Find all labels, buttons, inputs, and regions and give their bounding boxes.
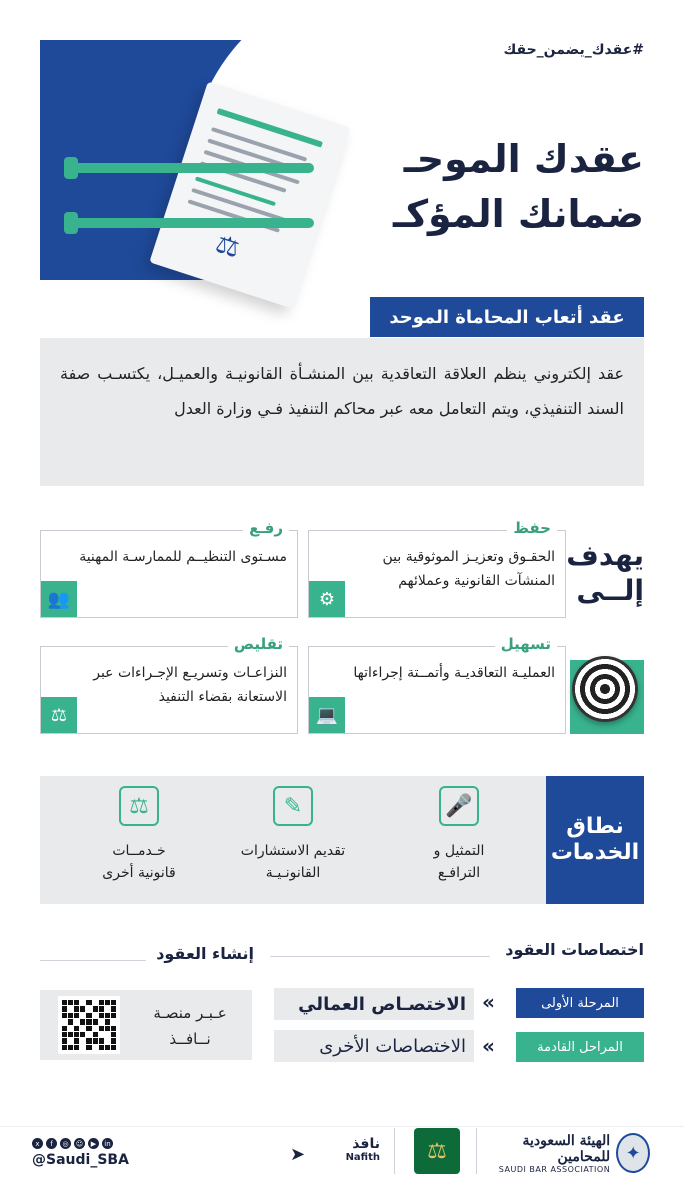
goal-text: الحقـوق وتعزيـز الموثوقية بين المنشآت القانونية وعملائهم — [382, 549, 555, 589]
service-item: ⚖ خـدمــات قانونية أخرى — [64, 786, 214, 884]
headline-line-1: عقدك الموحـ — [403, 137, 644, 181]
specializations-heading: اختصاصات العقود — [505, 940, 644, 959]
goal-card — [308, 635, 566, 734]
ministry-of-justice-logo: ⚖ — [414, 1128, 460, 1174]
service-item: 🎤 التمثيل و الترافـع — [384, 786, 534, 884]
saudi-bar-association-logo: ✦ الهيئة السعودية للمحامين SAUDI BAR ASSOCIATION — [490, 1130, 650, 1176]
service-item: ✎ تقديم الاستشارات القانونـيـة — [218, 786, 368, 884]
contract-description: عقد إلكتروني ينظم العلاقة التعاقدية بين المنشـأة القانونيـة والعميـل، يكتسـب صفة السند التنفيذي، ويتم التعامل معه عبر محاكم التنفيذ فـي وزارة العدل — [40, 338, 644, 486]
nafith-platform-text: عـبـر منصـة نــافــذ — [153, 1004, 227, 1048]
double-chevron-icon: « — [482, 990, 495, 1014]
target-dartboard-icon — [572, 656, 638, 722]
contract-title: عقد أتعاب المحاماة الموحد — [370, 297, 644, 337]
scales-icon: ⚖ — [41, 697, 77, 733]
team-icon: 👥 — [41, 581, 77, 617]
social-handle[interactable]: @Saudi_SBA — [32, 1152, 129, 1168]
headline-underline-bar — [64, 218, 314, 228]
headline-bar-tip — [64, 157, 78, 179]
phase-label: المراحل القادمة — [516, 1032, 644, 1062]
document-pen-icon: ✎ — [273, 786, 313, 826]
nafith-mark-icon: ➤ — [290, 1144, 306, 1165]
specialization-value: الاختصاصات الأخرى — [274, 1030, 474, 1062]
handshake-gear-icon: ⚙ — [309, 581, 345, 617]
divider — [40, 960, 146, 961]
scales-icon: ⚖ — [211, 228, 244, 265]
linkedin-icon[interactable]: in — [102, 1138, 113, 1149]
instagram-icon[interactable]: ◎ — [60, 1138, 71, 1149]
laptop-user-icon: 💻 — [309, 697, 345, 733]
phase-label: المرحلة الأولى — [516, 988, 644, 1018]
specialization-value: الاختصـاص العمالي — [274, 988, 474, 1020]
goal-card — [40, 519, 298, 618]
hashtag: #عقدك_يضمن_حقك — [503, 42, 644, 58]
divider — [270, 956, 490, 957]
divider — [0, 1126, 684, 1127]
headline-line-2: ضمانك المؤكـ — [392, 192, 644, 236]
headline-underline-bar — [64, 163, 314, 173]
divider — [476, 1128, 477, 1174]
double-chevron-icon: « — [482, 1034, 495, 1058]
goal-title: حفظ — [507, 519, 557, 537]
creation-heading: إنشاء العقود — [156, 944, 254, 963]
x-icon[interactable]: x — [32, 1138, 43, 1149]
headline-bar-tip — [64, 212, 78, 234]
facebook-icon[interactable]: f — [46, 1138, 57, 1149]
podium-icon: 🎤 — [439, 786, 479, 826]
goal-title: تقليص — [228, 635, 289, 653]
youtube-icon[interactable]: ▶ — [88, 1138, 99, 1149]
sba-seal-icon: ✦ — [616, 1133, 650, 1173]
social-icons — [32, 1138, 113, 1149]
qr-code[interactable] — [58, 996, 120, 1054]
goal-title: تسهيل — [495, 635, 557, 653]
goals-label: يهدف إلــى — [566, 539, 644, 607]
goal-card — [40, 635, 298, 734]
document-handshake-icon: ⚖ — [119, 786, 159, 826]
nafith-logo: نافذ Nafith ➤ — [290, 1136, 380, 1165]
goal-text: مسـتوى التنظيــم للممارسـة المهنية — [79, 549, 287, 565]
services-label: نطاق الخدمات — [546, 776, 644, 904]
snapchat-icon[interactable]: ☺ — [75, 1139, 84, 1148]
goal-text: النزاعـات وتسريـع الإجـراءات عبر الاستعانة بقضاء التنفيذ — [93, 665, 287, 705]
goal-card — [308, 519, 566, 618]
divider — [394, 1128, 395, 1174]
goal-text: العمليـة التعاقديـة وأتمــتة إجراءاتها — [353, 665, 555, 681]
goal-title: رفـع — [243, 519, 289, 537]
